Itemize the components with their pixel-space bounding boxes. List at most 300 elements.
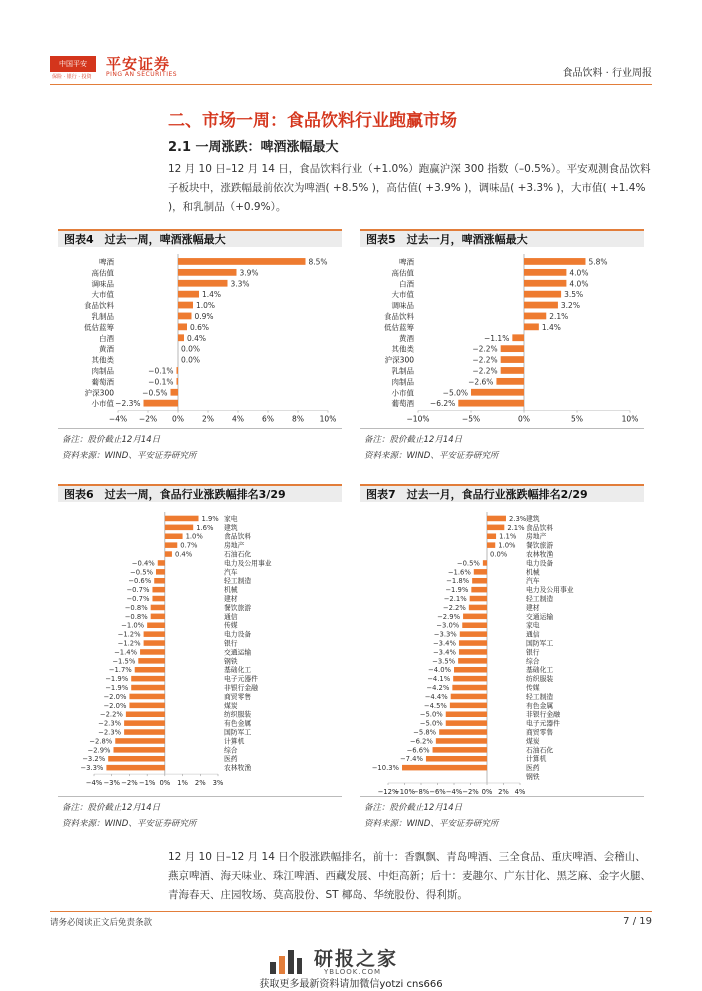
- category-label: 农林牧渔: [526, 550, 554, 559]
- category-label: 有色金属: [224, 719, 252, 728]
- category-label: 有色金属: [526, 701, 554, 710]
- tick-label: 10%: [319, 414, 337, 424]
- bar: [126, 711, 165, 717]
- bar: [177, 378, 179, 385]
- value-label: 0.0%: [490, 550, 508, 559]
- figure-5-source: 资料来源：WIND、平安证券研究所: [364, 451, 499, 461]
- category-label: 黄酒: [99, 344, 114, 354]
- figure-6-divider: [58, 796, 342, 797]
- bar: [124, 729, 165, 735]
- value-label: −3.4%: [432, 648, 456, 657]
- category-label: 电子元器件: [224, 675, 258, 684]
- value-label: −5.0%: [419, 719, 443, 728]
- bar: [501, 367, 524, 374]
- bar: [158, 560, 165, 566]
- category-label: 计算机: [526, 755, 547, 764]
- value-label: 1.6%: [196, 523, 214, 532]
- bar: [458, 400, 524, 407]
- category-label: 传媒: [224, 621, 238, 630]
- category-label: 家电: [526, 621, 540, 630]
- bar: [487, 525, 504, 531]
- section-subtitle: 2.1 一周涨跌：啤酒涨幅最大: [168, 140, 339, 155]
- page-header: [50, 52, 652, 82]
- category-label: 计算机: [224, 737, 245, 746]
- tick-label: 0%: [518, 414, 530, 424]
- value-label: −0.7%: [126, 586, 150, 595]
- bar: [124, 720, 165, 726]
- bar: [178, 313, 192, 320]
- bar: [131, 676, 165, 682]
- category-label: 电子元器件: [526, 719, 560, 728]
- category-label: 电力设备: [224, 630, 252, 639]
- value-label: −3.5%: [432, 657, 456, 666]
- bar: [471, 587, 487, 593]
- category-label: 医药: [224, 755, 238, 764]
- category-label: 餐饮旅游: [526, 541, 554, 550]
- category-label: 建筑: [224, 523, 238, 532]
- tick-label: 6%: [262, 414, 274, 424]
- category-label: 交通运输: [224, 648, 252, 657]
- figure-6-title: 图表6 过去一周，食品行业涨跌幅排名3/29: [58, 484, 342, 502]
- bar: [524, 258, 585, 265]
- category-label: 高估值: [391, 268, 414, 278]
- bar: [151, 614, 165, 620]
- category-label: 沪深300: [384, 355, 414, 365]
- category-label: 石油石化: [526, 746, 554, 755]
- value-label: 4.0%: [569, 279, 589, 289]
- value-label: 8.5%: [308, 257, 328, 267]
- bar: [450, 703, 487, 709]
- category-label: 肉制品: [391, 377, 414, 387]
- bar: [171, 389, 179, 396]
- category-label: 食品饮料: [84, 301, 114, 311]
- category-label: 建材: [224, 595, 238, 604]
- category-label: 低估蓝筹: [84, 322, 114, 332]
- category-label: 机械: [526, 568, 540, 577]
- category-label: 其他类: [91, 355, 114, 365]
- category-label: 国防军工: [224, 728, 252, 737]
- tick-label: 2%: [202, 414, 214, 424]
- value-label: 0.6%: [190, 322, 210, 332]
- value-label: 0.4%: [187, 333, 207, 343]
- value-label: −2.8%: [89, 737, 113, 746]
- tick-label: −2%: [462, 788, 479, 796]
- bar: [178, 280, 228, 287]
- category-label: 低估蓝筹: [384, 322, 414, 332]
- tick-label: −1%: [138, 779, 156, 788]
- figure-4-title: 图表4 过去一周，啤酒涨幅最大: [58, 229, 342, 247]
- figure-6-chart: [58, 506, 342, 786]
- bar: [469, 605, 487, 611]
- value-label: −0.7%: [126, 595, 150, 604]
- bar: [483, 560, 487, 566]
- category-label: 小市值: [91, 399, 114, 409]
- bar-chart-icon: [268, 946, 304, 976]
- value-label: −0.8%: [124, 603, 148, 612]
- bar: [178, 323, 187, 330]
- tick-label: 10%: [621, 414, 639, 424]
- category-label: 国防军工: [526, 639, 554, 648]
- value-label: −2.9%: [87, 746, 111, 755]
- bar: [487, 542, 495, 548]
- figure-4-chart: [58, 250, 342, 424]
- section-title: 二、市场一周：食品饮料行业跑赢市场: [168, 111, 457, 131]
- tick-label: 2%: [194, 779, 206, 788]
- bar: [147, 622, 165, 628]
- category-label: 小市值: [391, 388, 414, 398]
- value-label: 3.9%: [239, 268, 259, 278]
- category-label: 商贸零售: [526, 728, 554, 737]
- value-label: −0.8%: [124, 612, 148, 621]
- tick-label: −4%: [85, 779, 103, 788]
- value-label: 0.0%: [181, 355, 201, 365]
- value-label: −2.3%: [98, 719, 122, 728]
- bar: [524, 280, 566, 287]
- value-label: −6.6%: [406, 746, 430, 755]
- bar: [165, 551, 172, 557]
- category-label: 啤酒: [399, 257, 414, 267]
- category-label: 大市值: [391, 290, 414, 300]
- category-label: 综合: [224, 746, 238, 755]
- bar: [487, 533, 496, 539]
- category-label: 钢铁: [224, 657, 238, 666]
- value-label: −4.2%: [426, 684, 450, 693]
- bar: [108, 756, 165, 762]
- figure-4-note: 备注：股价截止12月14日: [62, 435, 161, 445]
- bar: [436, 738, 487, 744]
- value-label: −6.2%: [429, 399, 456, 409]
- bar: [501, 356, 524, 363]
- value-label: −2.0%: [103, 701, 127, 710]
- category-label: 银行: [224, 639, 238, 648]
- tick-label: −12%: [377, 788, 399, 796]
- category-label: 机械: [224, 586, 238, 595]
- figure-7-chart: [360, 506, 644, 796]
- tick-label: 4%: [232, 414, 244, 424]
- paragraph-stock-ranking: 12 月 10 日–12 月 14 日个股涨跌幅排名，前十：香飘飘、青岛啤酒、三全食品、重庆啤酒、会稽山、燕京啤酒、海天味业、珠江啤酒、西藏发展、中炬高新；后十：麦趣尔、广东甘化、黑芝麻、金字火腿、青海春天、庄园牧场、莫高股份、ST 椰岛、华统股份、得利斯。: [168, 851, 651, 901]
- value-label: −1.7%: [108, 666, 132, 675]
- bar: [524, 313, 546, 320]
- figure-5-note: 备注：股价截止12月14日: [364, 435, 463, 445]
- bar: [165, 516, 199, 522]
- bar: [452, 685, 487, 691]
- category-label: 葡萄酒: [391, 399, 414, 409]
- bar: [165, 525, 193, 531]
- value-label: 2.3%: [508, 514, 527, 523]
- value-label: −1.4%: [114, 648, 138, 657]
- bar: [470, 596, 487, 602]
- value-label: 5.8%: [588, 257, 608, 267]
- tick-label: 2%: [498, 788, 509, 796]
- bar: [459, 649, 487, 655]
- bar: [451, 694, 487, 700]
- figure-7-note: 备注：股价截止12月14日: [364, 803, 463, 813]
- figure-7-title: 图表7 过去一月，食品行业涨跌幅排名2/29: [360, 484, 644, 502]
- bar: [462, 622, 487, 628]
- value-label: −0.5%: [142, 388, 168, 398]
- category-label: 传媒: [526, 684, 540, 693]
- bar: [426, 756, 487, 762]
- value-label: −1.1%: [483, 333, 510, 343]
- category-label: 黄酒: [399, 333, 414, 343]
- category-label: 电力设备: [526, 559, 554, 568]
- category-label: 沪深300: [84, 388, 114, 398]
- value-label: −2.3%: [98, 728, 122, 737]
- bar: [524, 291, 561, 298]
- bar: [501, 345, 524, 352]
- value-label: 3.5%: [564, 290, 584, 300]
- category-label: 房地产: [526, 532, 547, 541]
- category-label: 交通运输: [526, 612, 554, 621]
- watermark-contact: 获取更多最新资料请加微信yotzi cns666: [259, 979, 443, 990]
- value-label: −3.3%: [433, 630, 457, 639]
- category-label: 汽车: [526, 577, 540, 586]
- category-label: 钢铁: [526, 773, 540, 782]
- bar: [165, 533, 183, 539]
- logo-subtitle: 保险 · 银行 · 投资: [52, 74, 92, 80]
- bar: [144, 400, 179, 407]
- figure-4-divider: [58, 428, 342, 429]
- category-label: 高估值: [91, 268, 114, 278]
- value-label: −2.2%: [99, 710, 123, 719]
- bar: [487, 516, 506, 522]
- bar: [472, 578, 487, 584]
- value-label: −5.0%: [442, 388, 468, 398]
- category-label: 轻工制造: [526, 595, 554, 604]
- bar: [459, 640, 487, 646]
- bar: [177, 367, 179, 374]
- category-label: 汽车: [224, 568, 238, 577]
- bar: [178, 269, 237, 276]
- category-label: 食品饮料: [384, 312, 414, 322]
- category-label: 房地产: [224, 541, 245, 550]
- category-label: 综合: [526, 657, 540, 666]
- bar: [446, 720, 487, 726]
- report-type: 食品饮料 · 行业周报: [562, 68, 652, 79]
- tick-label: −5%: [461, 414, 481, 424]
- value-label: 1.0%: [196, 301, 216, 311]
- category-label: 医药: [526, 764, 540, 773]
- value-label: −1.8%: [446, 577, 470, 586]
- value-label: −0.1%: [148, 377, 174, 387]
- category-label: 肉制品: [91, 366, 114, 376]
- tick-label: 5%: [571, 414, 583, 424]
- category-label: 商贸零售: [224, 692, 252, 701]
- value-label: −3.2%: [82, 755, 106, 764]
- value-label: −2.1%: [443, 595, 467, 604]
- value-label: −0.4%: [131, 559, 155, 568]
- bar: [115, 738, 165, 744]
- category-label: 纺织服装: [526, 675, 554, 684]
- value-label: −3.3%: [80, 764, 104, 773]
- bar: [402, 765, 487, 771]
- tick-label: −3%: [103, 779, 120, 788]
- bar: [512, 334, 524, 341]
- category-label: 大市值: [91, 290, 114, 300]
- bar: [433, 747, 487, 753]
- category-label: 石油石化: [224, 550, 252, 559]
- category-label: 葡萄酒: [91, 377, 114, 387]
- tick-label: −4%: [445, 788, 463, 796]
- category-label: 煤炭: [224, 701, 238, 710]
- value-label: −2.6%: [468, 377, 494, 387]
- value-label: −0.5%: [130, 568, 153, 577]
- tick-label: 8%: [292, 414, 304, 424]
- value-label: −4.0%: [428, 666, 451, 675]
- value-label: 1.4%: [202, 290, 222, 300]
- value-label: −0.1%: [148, 366, 174, 376]
- category-label: 农林牧渔: [224, 764, 252, 773]
- value-label: −1.6%: [447, 568, 471, 577]
- value-label: 0.4%: [174, 550, 193, 559]
- bar: [152, 596, 164, 602]
- value-label: −2.2%: [472, 366, 498, 376]
- bar: [106, 765, 164, 771]
- category-label: 家电: [224, 514, 238, 523]
- value-label: −5.0%: [419, 710, 443, 719]
- tick-label: −10%: [406, 414, 430, 424]
- value-label: 0.0%: [181, 344, 201, 354]
- value-label: 2.1%: [507, 523, 525, 532]
- value-label: −2.2%: [472, 344, 498, 354]
- bar: [474, 569, 487, 575]
- value-label: −2.2%: [442, 603, 466, 612]
- tick-label: −8%: [412, 788, 430, 796]
- value-label: −2.0%: [103, 692, 127, 701]
- brand-name-en: PING AN SECURITIES: [106, 71, 178, 78]
- bar: [524, 323, 539, 330]
- tick-label: 0%: [159, 779, 171, 788]
- category-label: 纺织服装: [224, 710, 252, 719]
- bar: [135, 667, 165, 673]
- value-label: −1.5%: [112, 657, 136, 666]
- tick-label: −10%: [394, 788, 415, 796]
- tick-label: 0%: [481, 788, 493, 796]
- category-label: 建材: [526, 603, 540, 612]
- value-label: 3.3%: [230, 279, 250, 289]
- figure-5-chart: [360, 250, 644, 424]
- bar: [140, 649, 165, 655]
- bar: [144, 640, 165, 646]
- value-label: −4.4%: [424, 692, 448, 701]
- bar: [524, 269, 566, 276]
- bar: [144, 631, 165, 637]
- tick-label: −6%: [429, 788, 446, 796]
- category-label: 调味品: [91, 279, 114, 289]
- category-label: 非银行金融: [526, 710, 560, 719]
- value-label: 0.9%: [194, 312, 214, 322]
- tick-label: 3%: [212, 779, 224, 788]
- tick-label: −2%: [121, 779, 138, 788]
- value-label: −4.1%: [427, 675, 451, 684]
- category-label: 其他类: [391, 344, 414, 354]
- value-label: −3.0%: [436, 621, 460, 630]
- bar: [178, 334, 184, 341]
- bar: [151, 605, 165, 611]
- category-label: 啤酒: [99, 257, 114, 267]
- category-label: 白酒: [99, 333, 114, 343]
- page-number: 7 / 19: [623, 916, 652, 927]
- figure-5-divider: [360, 428, 644, 429]
- category-label: 轻工制造: [526, 692, 554, 701]
- figure-5-title: 图表5 过去一月，啤酒涨幅最大: [360, 229, 644, 247]
- bar: [454, 667, 487, 673]
- bar: [178, 258, 306, 265]
- value-label: −1.2%: [117, 630, 141, 639]
- value-label: −7.4%: [399, 755, 423, 764]
- header-divider: [50, 84, 652, 85]
- brand-name-cn: 平安证券: [106, 55, 171, 73]
- footer-divider: [50, 911, 652, 912]
- footer-disclaimer: 请务必阅读正文后免责条款: [50, 918, 153, 928]
- category-label: 通信: [526, 630, 540, 639]
- bar: [156, 569, 165, 575]
- bar: [129, 694, 164, 700]
- watermark-title: 研报之家: [314, 948, 399, 970]
- value-label: −10.3%: [371, 764, 400, 773]
- tick-label: 1%: [177, 779, 188, 788]
- value-label: −4.5%: [423, 701, 447, 710]
- figure-6-note: 备注：股价截止12月14日: [62, 803, 161, 813]
- value-label: −6.2%: [409, 737, 433, 746]
- bar: [165, 542, 177, 548]
- category-label: 食品饮料: [224, 532, 252, 541]
- paragraph-summary: 12 月 10 日–12 月 14 日，食品饮料行业（+1.0%）跑赢沪深 300 指数（–0.5%）。平安观测食品饮料子板块中，涨跌幅最前依次为啤酒( +8.5% )，高估值( +3.9% )，调味品( +3.3% )，大市值( +1.4% )，和乳制品（+0.9%）。: [168, 163, 651, 213]
- tick-label: 0%: [172, 414, 184, 424]
- tick-label: −4%: [108, 414, 128, 424]
- figure-4-source: 资料来源：WIND、平安证券研究所: [62, 451, 197, 461]
- figure-6-source: 资料来源：WIND、平安证券研究所: [62, 819, 197, 829]
- tick-label: −2%: [138, 414, 158, 424]
- value-label: 1.4%: [541, 322, 561, 332]
- bar: [138, 658, 165, 664]
- value-label: 1.0%: [498, 541, 516, 550]
- category-label: 非银行金融: [224, 684, 258, 693]
- value-label: −0.5%: [456, 559, 480, 568]
- bar: [471, 389, 524, 396]
- category-label: 乳制品: [391, 366, 414, 376]
- bar: [129, 703, 164, 709]
- value-label: −1.9%: [105, 684, 129, 693]
- bar: [446, 711, 487, 717]
- value-label: −1.0%: [121, 621, 145, 630]
- category-label: 煤炭: [526, 737, 540, 746]
- category-label: 电力及公用事业: [224, 559, 272, 568]
- category-label: 轻工制造: [224, 577, 252, 586]
- value-label: −1.2%: [117, 639, 141, 648]
- category-label: 电力及公用事业: [526, 586, 574, 595]
- value-label: −2.9%: [437, 612, 461, 621]
- value-label: −1.9%: [105, 675, 129, 684]
- bar: [154, 578, 165, 584]
- bar: [178, 291, 199, 298]
- category-label: 基础化工: [526, 666, 554, 675]
- figure-7-divider: [360, 796, 644, 797]
- value-label: −5.8%: [413, 728, 437, 737]
- bar: [131, 685, 165, 691]
- bar: [453, 676, 487, 682]
- tick-label: 4%: [514, 788, 526, 796]
- category-label: 基础化工: [224, 666, 252, 675]
- category-label: 调味品: [391, 301, 414, 311]
- category-label: 白酒: [399, 279, 414, 289]
- category-label: 食品饮料: [526, 523, 554, 532]
- bar: [178, 302, 193, 309]
- category-label: 通信: [224, 612, 238, 621]
- value-label: 1.9%: [201, 514, 219, 523]
- bar: [524, 302, 558, 309]
- bar: [458, 658, 487, 664]
